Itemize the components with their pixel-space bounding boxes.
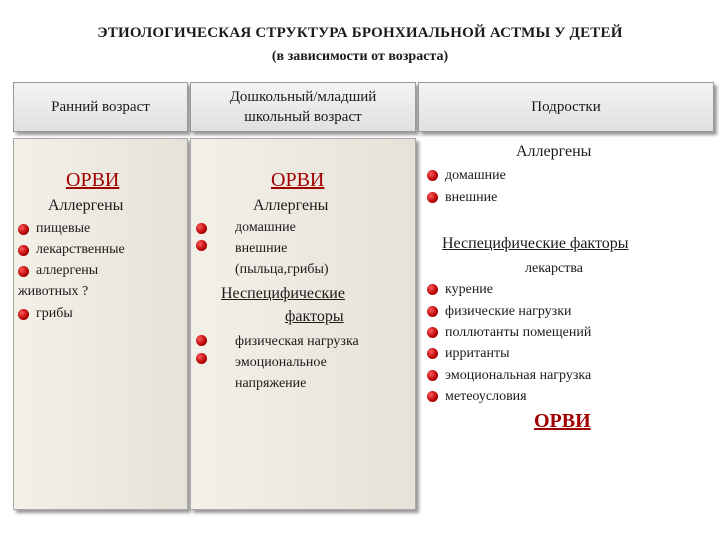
bullet-icon: [196, 353, 207, 364]
list-item: напряжение: [235, 376, 307, 391]
list-item: домашние: [445, 168, 506, 183]
column-early-age: [13, 138, 188, 510]
bullet-icon: [427, 192, 438, 203]
orvi-label: ОРВИ: [66, 169, 120, 191]
page-title: ЭТИОЛОГИЧЕСКАЯ СТРУКТУРА БРОНХИАЛЬНОЙ АСТМЫ У ДЕТЕЙ: [97, 25, 623, 41]
list-item: лекарственные: [36, 242, 125, 257]
bullet-icon: [18, 245, 29, 256]
allergens-label: Аллергены: [48, 197, 124, 214]
allergens-label: Аллергены: [253, 197, 329, 214]
header-preschool-line2: школьный возраст: [244, 109, 362, 125]
list-item: внешние: [235, 241, 288, 256]
list-item: курение: [445, 282, 494, 297]
allergens-label: Аллергены: [516, 143, 592, 160]
list-item: внешние: [445, 190, 498, 205]
list-item: ирританты: [445, 346, 510, 361]
list-item: (пыльца,грибы): [235, 262, 329, 277]
list-item: метеоусловия: [445, 389, 527, 404]
nonspecific-label-line1: Неспецифические: [221, 285, 345, 302]
list-item: грибы: [36, 306, 73, 321]
bullet-icon: [427, 327, 438, 338]
header-teenagers: [418, 82, 714, 132]
header-preschool-line1: Дошкольный/младший: [229, 89, 377, 105]
list-item: эмоциональная нагрузка: [445, 368, 592, 383]
nonspecific-label: Неспецифические факторы: [442, 235, 629, 252]
bullet-icon: [427, 370, 438, 381]
list-item: физические нагрузки: [445, 304, 572, 319]
header-preschool-label: [230, 87, 377, 127]
list-item: животных ?: [18, 284, 89, 299]
list-item: поллютанты помещений: [445, 325, 592, 340]
orvi-label: ОРВИ: [271, 169, 325, 191]
list-item: лекарства: [525, 261, 583, 276]
list-item: аллергены: [36, 263, 99, 278]
column-preschool: [190, 138, 416, 510]
header-early-age: [13, 82, 188, 132]
bullet-icon: [427, 391, 438, 402]
bullet-icon: [427, 348, 438, 359]
list-item: эмоциональное: [235, 355, 327, 370]
bullet-icon: [196, 223, 207, 234]
header-early-age-label: Ранний возраст: [51, 99, 150, 115]
column-teenagers: [418, 138, 714, 510]
bullet-icon: [427, 170, 438, 181]
header-preschool: [190, 82, 416, 132]
orvi-label: ОРВИ: [534, 410, 591, 432]
bullet-icon: [196, 335, 207, 346]
bullet-icon: [18, 266, 29, 277]
page-subtitle: (в зависимости от возраста): [271, 49, 449, 64]
bullet-icon: [427, 284, 438, 295]
list-item: домашние: [235, 220, 296, 235]
bullet-icon: [18, 224, 29, 235]
list-item: пищевые: [36, 221, 91, 236]
bullet-icon: [427, 306, 438, 317]
list-item: физическая нагрузка: [235, 334, 359, 349]
nonspecific-label-line2: факторы: [285, 308, 344, 325]
bullet-icon: [18, 309, 29, 320]
bullet-icon: [196, 240, 207, 251]
header-teenagers-label: Подростки: [531, 99, 601, 115]
